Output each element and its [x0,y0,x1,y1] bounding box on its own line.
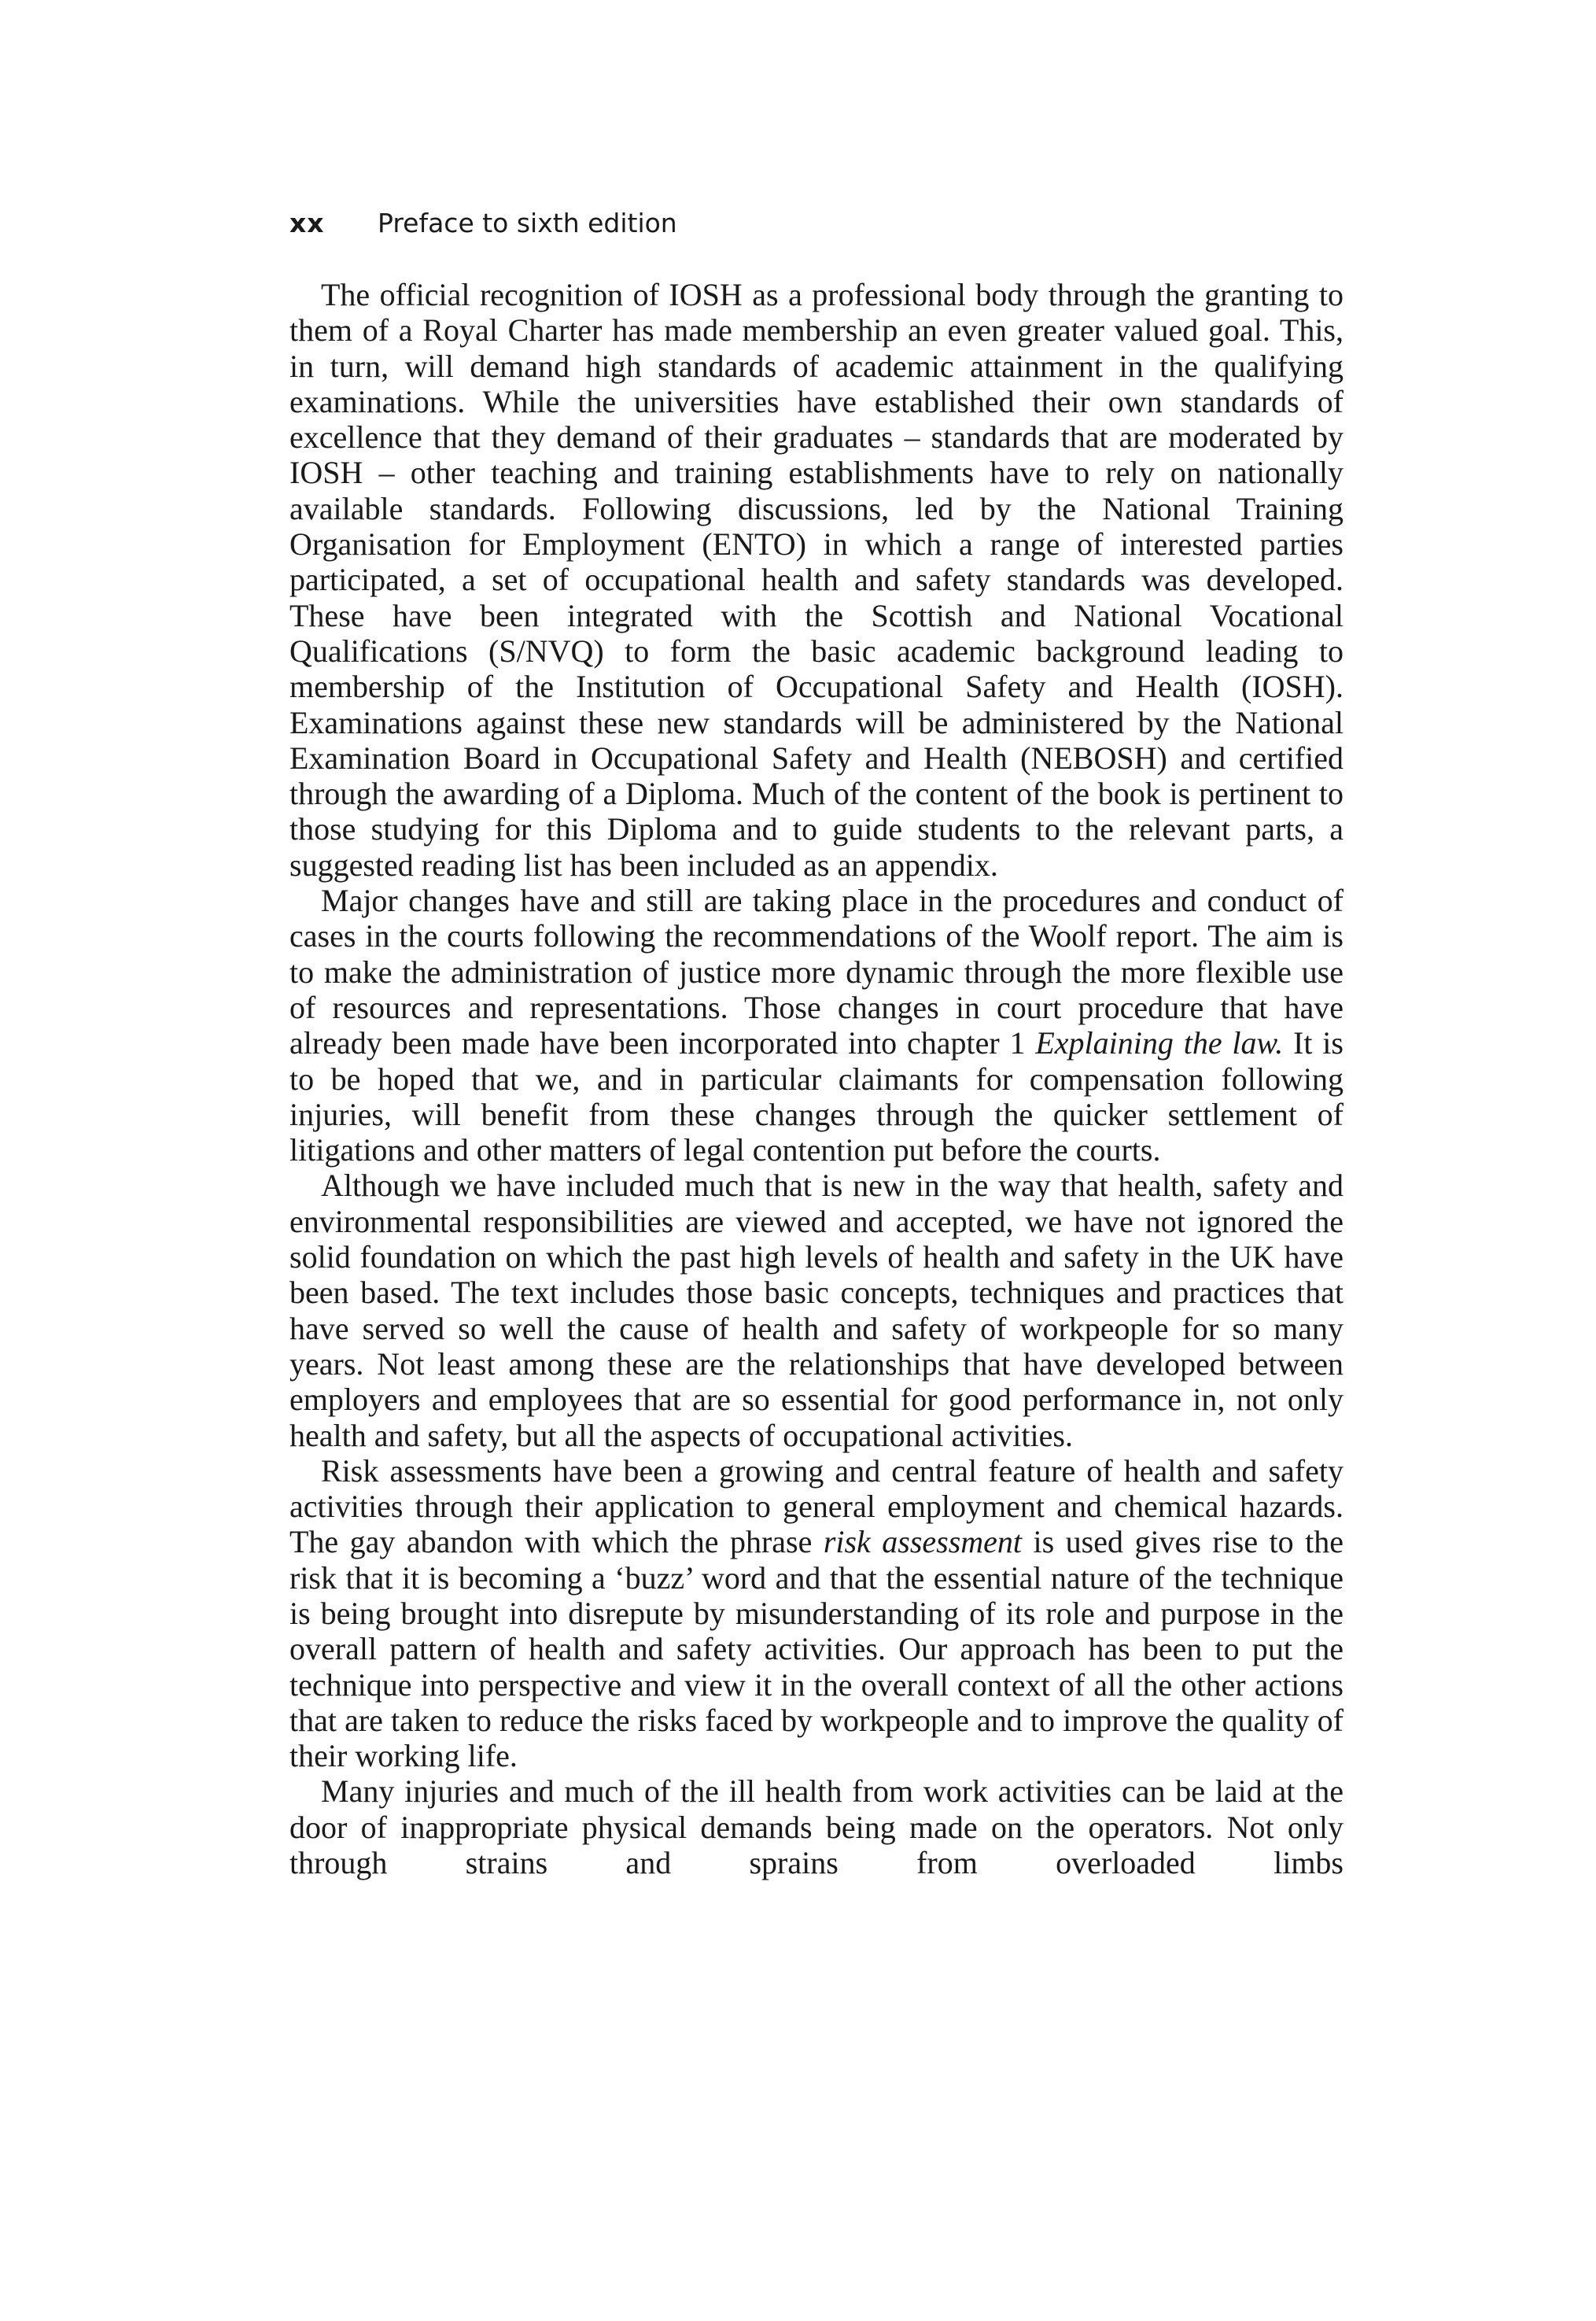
paragraph-text: Major changes have and still are taking place in the procedures and conduct of cases in the courts following the recommendations of the Woolf report. The aim is to make the administration of justice more dynamic through the more flexible use of resources and representations. Those changes in court procedure that have already been made have been incorporated into chapter 1 [289,883,1344,1061]
running-head-title: Preface to sixth edition [378,208,677,238]
term-italic: risk assessment [823,1524,1023,1560]
paragraph-text: It is to be hoped that we, and in particular claimants for compensation following injuries, will benefit from these changes through the quicker settlement of litigations and other matters of legal contention put before the courts. [289,1025,1344,1168]
chapter-title-italic: Explaining the law. [1035,1025,1284,1061]
page-number: xx [289,208,325,238]
paragraph-risk-assessments [289,1453,1344,1774]
paragraph-solid-foundation [289,1168,1344,1452]
running-head [289,203,677,244]
body-text [289,277,1344,1880]
paragraph-text: The official recognition of IOSH as a professional body through the granting to them of a Royal Charter has made membership an even greater valued goal. This, in turn, will demand high standards of academic attainment in the qualifying examinations. While the universities have established their own standards of excellence that they demand of their graduates – standards that are moderated by IOSH – other teaching and training establishments have to rely on nationally available standards. Following discussions, led by the National Training Organisation for Employment (ENTO) in which a range of interested parties participated, a set of occupational health and safety standards was developed. These have been integrated with the Scottish and National Vocational Qualifications (S/NVQ) to form the basic academic background leading to membership of the Institution of Occupational Safety and Health (IOSH). Examinations against these new standards will be administered by the National Examination Board in Occupational Safety and Health (NEBOSH) and certified through the awarding of a Diploma. Much of the content of the book is pertinent to those studying for this Diploma and to guide students to the relevant parts, a suggested reading list has been included as an appendix. [289,277,1344,883]
paragraph-physical-demands [289,1773,1344,1880]
paragraph-text: Although we have included much that is new in the way that health, safety and environmental responsibilities are viewed and accepted, we have not ignored the solid foundation on which the past high levels of health and safety in the UK have been based. The text includes those basic concepts, techniques and practices that have served so well the cause of health and safety of workpeople for so many years. Not least among these are the relationships that have developed between employers and employees that are so essential for good performance in, not only health and safety, but all the aspects of occupational activities. [289,1168,1344,1453]
paragraph-text: Risk assessments have been a growing and central feature of health and safety activities through their application to general employment and chemical hazards. The gay abandon with which the phrase [289,1452,1344,1560]
paragraph-text: Many injuries and much of the ill health from work activities can be laid at the door of inappropriate physical demands being made on the operators. Not only through strains and sprains from overloaded limbs [289,1773,1344,1881]
paragraph-iosh-royal-charter [289,277,1344,883]
paragraph-text: is used gives rise to the risk that it is becoming a ‘buzz’ word and that the essential nature of the technique is being brought into disrepute by misunderstanding of its role and purpose in the overall pattern of health and safety activities. Our approach has been to put the technique into perspective and view it in the overall context of all the other actions that are taken to reduce the risks faced by workpeople and to improve the quality of their working life. [289,1524,1344,1774]
paragraph-woolf-report [289,883,1344,1168]
